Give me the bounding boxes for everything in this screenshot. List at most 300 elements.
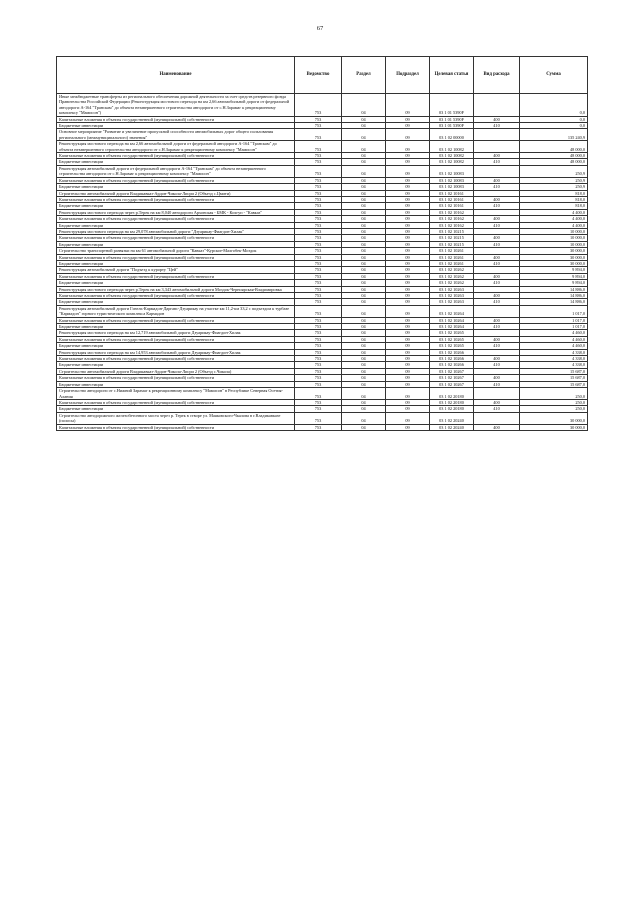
- cell-ved: 753: [295, 254, 342, 260]
- cell-cs: 03 1 02 10263: [430, 293, 474, 299]
- cell-name: Реконструкция автомобильной дороги "Подъезд к курорту "Цей": [57, 267, 295, 273]
- cell-podrazdel: 09: [386, 381, 430, 387]
- cell-razdel: 04: [342, 349, 386, 355]
- cell-podrazdel: 09: [386, 273, 430, 279]
- page-number: 67: [316, 25, 324, 32]
- cell-cs: 03 1 02 10267: [430, 368, 474, 374]
- cell-sum: 14 886,0: [520, 293, 588, 299]
- cell-razdel: 04: [342, 129, 386, 141]
- cell-razdel: 04: [342, 241, 386, 247]
- cell-vr: 410: [474, 123, 520, 129]
- cell-cs: 03 1 02 10265: [430, 336, 474, 342]
- cell-razdel: 04: [342, 286, 386, 292]
- cell-ved: 753: [295, 412, 342, 424]
- cell-ved: 753: [295, 356, 342, 362]
- cell-sum: 15 687,0: [520, 375, 588, 381]
- cell-ved: 753: [295, 241, 342, 247]
- cell-cs: 03 1 02 10264: [430, 305, 474, 317]
- cell-razdel: 04: [342, 356, 386, 362]
- cell-vr: 410: [474, 299, 520, 305]
- cell-razdel: 04: [342, 184, 386, 190]
- cell-name: Капитальные вложения в объекты государственной (муниципальной) собственности: [57, 216, 295, 222]
- cell-name: Капитальные вложения в объекты государственной (муниципальной) собственности: [57, 235, 295, 241]
- cell-cs: 03 1 02 10261: [430, 260, 474, 266]
- table-row: [57, 305, 588, 317]
- cell-cs: 03 1 02 10266: [430, 356, 474, 362]
- cell-sum: 48 000,0: [520, 153, 588, 159]
- cell-podrazdel: 09: [386, 260, 430, 266]
- cell-sum: 30 000,0: [520, 248, 588, 254]
- cell-razdel: 04: [342, 336, 386, 342]
- cell-cs: 03 1 02 10262: [430, 267, 474, 273]
- cell-vr: 400: [474, 235, 520, 241]
- cell-name: Капитальные вложения в объекты государственной (муниципальной) собственности: [57, 116, 295, 122]
- cell-sum: 4 400,0: [520, 209, 588, 215]
- cell-ved: 753: [295, 317, 342, 323]
- cell-razdel: 04: [342, 273, 386, 279]
- cell-cs: 03 1 02 20180: [430, 388, 474, 400]
- cell-sum: 4 338,0: [520, 356, 588, 362]
- cell-podrazdel: 09: [386, 184, 430, 190]
- cell-name: Капитальные вложения в объекты государственной (муниципальной) собственности: [57, 254, 295, 260]
- cell-sum: 4 400,0: [520, 216, 588, 222]
- cell-razdel: 04: [342, 381, 386, 387]
- cell-ved: 753: [295, 94, 342, 117]
- cell-sum: 0,0: [520, 94, 588, 117]
- cell-cs: 03 1 02 10261: [430, 248, 474, 254]
- cell-podrazdel: 09: [386, 159, 430, 165]
- header-expense-type: Вид расхода: [474, 57, 520, 94]
- cell-name: Реконструкция мостового перехода на км 29,078 автомобильной дороги "Дзуарикау-Фиагдон-Хилак": [57, 228, 295, 234]
- cell-vr: 410: [474, 203, 520, 209]
- cell-vr: 410: [474, 343, 520, 349]
- cell-sum: 250,9: [520, 165, 588, 177]
- cell-vr: 400: [474, 216, 520, 222]
- cell-sum: 4 338,0: [520, 349, 588, 355]
- cell-razdel: 04: [342, 305, 386, 317]
- cell-razdel: 04: [342, 222, 386, 228]
- cell-vr: [474, 412, 520, 424]
- cell-name: Капитальные вложения в объекты государственной (муниципальной) собственности: [57, 177, 295, 183]
- cell-sum: 4 338,0: [520, 362, 588, 368]
- cell-cs: 03 1 02 10083: [430, 165, 474, 177]
- cell-cs: 03 1 02 20240: [430, 424, 474, 430]
- cell-vr: 410: [474, 222, 520, 228]
- cell-sum: 4 460,0: [520, 343, 588, 349]
- cell-ved: 753: [295, 184, 342, 190]
- cell-name: Строительство транспортной развязки на км 61 автомобильной дороги "Кавказ"-Курское-Малгобек-Моздок: [57, 248, 295, 254]
- cell-name: Капитальные вложения в объекты государственной (муниципальной) собственности: [57, 293, 295, 299]
- cell-razdel: 04: [342, 299, 386, 305]
- cell-cs: 03 1 02 10267: [430, 381, 474, 387]
- cell-sum: 15 687,0: [520, 368, 588, 374]
- cell-vr: 400: [474, 177, 520, 183]
- cell-vr: 410: [474, 260, 520, 266]
- cell-vr: [474, 94, 520, 117]
- cell-podrazdel: 09: [386, 123, 430, 129]
- cell-ved: 753: [295, 177, 342, 183]
- cell-podrazdel: 09: [386, 190, 430, 196]
- cell-name: Бюджетные инвестиции: [57, 260, 295, 266]
- cell-razdel: 04: [342, 216, 386, 222]
- cell-razdel: 04: [342, 267, 386, 273]
- cell-cs: 03 1 02 10261: [430, 254, 474, 260]
- cell-name: Реконструкция автомобильной дороги Гизель-Кармадон-Даргавс-Дзуарикау на участке км 11,2-км 33,2 с подъездом к турбазе "Кармадон" горного туристического комплекса Кармадон: [57, 305, 295, 317]
- cell-vr: 400: [474, 196, 520, 202]
- cell-cs: 03 1 02 10162: [430, 216, 474, 222]
- cell-podrazdel: 09: [386, 299, 430, 305]
- cell-ved: 753: [295, 216, 342, 222]
- cell-name: Бюджетные инвестиции: [57, 381, 295, 387]
- cell-cs: 03 1 02 20180: [430, 399, 474, 405]
- cell-ved: 753: [295, 280, 342, 286]
- cell-cs: 03 1 02 10161: [430, 203, 474, 209]
- cell-sum: 14 886,0: [520, 299, 588, 305]
- cell-cs: 03 1 02 10262: [430, 280, 474, 286]
- cell-name: Реконструкция мостового перехода на км 14,953 автомобильной дороги Дзуарикау-Фиагдон-Хилак: [57, 349, 295, 355]
- cell-razdel: 04: [342, 123, 386, 129]
- cell-sum: 250,0: [520, 388, 588, 400]
- cell-ved: 753: [295, 190, 342, 196]
- cell-podrazdel: 09: [386, 141, 430, 153]
- table-row: [57, 141, 588, 153]
- cell-razdel: 04: [342, 228, 386, 234]
- cell-ved: 753: [295, 381, 342, 387]
- cell-podrazdel: 09: [386, 248, 430, 254]
- cell-ved: 753: [295, 424, 342, 430]
- table-row: [57, 412, 588, 424]
- cell-razdel: 04: [342, 330, 386, 336]
- cell-cs: 03 1 02 10162: [430, 209, 474, 215]
- cell-vr: 410: [474, 406, 520, 412]
- table-row: [57, 388, 588, 400]
- cell-razdel: 04: [342, 399, 386, 405]
- cell-cs: 03 1 02 10267: [430, 375, 474, 381]
- cell-cs: 03 1 02 10262: [430, 273, 474, 279]
- cell-sum: 48 000,0: [520, 141, 588, 153]
- cell-vr: 410: [474, 381, 520, 387]
- cell-vr: 410: [474, 241, 520, 247]
- cell-podrazdel: 09: [386, 228, 430, 234]
- cell-vr: 410: [474, 324, 520, 330]
- cell-sum: 4 400,0: [520, 222, 588, 228]
- header-sum: Сумма: [520, 57, 588, 94]
- cell-podrazdel: 09: [386, 153, 430, 159]
- cell-name: Бюджетные инвестиции: [57, 222, 295, 228]
- cell-cs: 03 1 02 10162: [430, 222, 474, 228]
- cell-razdel: 04: [342, 165, 386, 177]
- cell-podrazdel: 09: [386, 94, 430, 117]
- cell-podrazdel: 09: [386, 203, 430, 209]
- cell-cs: 03 1 02 10161: [430, 190, 474, 196]
- cell-vr: 410: [474, 280, 520, 286]
- cell-vr: [474, 165, 520, 177]
- cell-sum: 10 000,0: [520, 228, 588, 234]
- cell-ved: 753: [295, 129, 342, 141]
- cell-vr: 400: [474, 254, 520, 260]
- cell-sum: 1 017,0: [520, 324, 588, 330]
- cell-cs: 03 1 02 10215: [430, 228, 474, 234]
- cell-razdel: 04: [342, 388, 386, 400]
- cell-podrazdel: 09: [386, 241, 430, 247]
- cell-podrazdel: 09: [386, 349, 430, 355]
- cell-ved: 753: [295, 399, 342, 405]
- cell-name: Бюджетные инвестиции: [57, 362, 295, 368]
- cell-ved: 753: [295, 343, 342, 349]
- cell-name: Бюджетные инвестиции: [57, 324, 295, 330]
- cell-ved: 753: [295, 305, 342, 317]
- cell-sum: 30 000,0: [520, 254, 588, 260]
- cell-vr: [474, 129, 520, 141]
- cell-name: Иные межбюджетные трансферты из регионального обеспечения дорожной деятельности за счет средств резервного фонда Правительства Российской Федерации (Реконструкция мостового перехода на км 2,66 автомобильной дороги от федеральной автодороги А-164 "Транскам" до объекта незавершенного строительства автодороги от с.Н.Зарамаг к рекреационному комплексу "Мамисон"): [57, 94, 295, 117]
- cell-cs: 03 1 01 5390F: [430, 116, 474, 122]
- cell-sum: 250,9: [520, 184, 588, 190]
- cell-name: Капитальные вложения в объекты государственной (муниципальной) собственности: [57, 356, 295, 362]
- cell-razdel: 04: [342, 141, 386, 153]
- table-row: [57, 129, 588, 141]
- cell-podrazdel: 09: [386, 375, 430, 381]
- cell-cs: 03 1 02 10266: [430, 349, 474, 355]
- cell-podrazdel: 09: [386, 343, 430, 349]
- cell-ved: 753: [295, 349, 342, 355]
- cell-ved: 753: [295, 116, 342, 122]
- cell-name: Бюджетные инвестиции: [57, 159, 295, 165]
- cell-ved: 753: [295, 123, 342, 129]
- budget-table: [56, 56, 588, 431]
- cell-vr: 400: [474, 424, 520, 430]
- header-ved: Ведомство: [295, 57, 342, 94]
- cell-ved: 753: [295, 330, 342, 336]
- cell-podrazdel: 09: [386, 412, 430, 424]
- cell-razdel: 04: [342, 254, 386, 260]
- cell-podrazdel: 09: [386, 222, 430, 228]
- cell-vr: 400: [474, 356, 520, 362]
- cell-podrazdel: 09: [386, 362, 430, 368]
- cell-podrazdel: 09: [386, 254, 430, 260]
- cell-ved: 753: [295, 228, 342, 234]
- cell-razdel: 04: [342, 116, 386, 122]
- cell-ved: 753: [295, 159, 342, 165]
- table-row: [57, 165, 588, 177]
- cell-ved: 753: [295, 153, 342, 159]
- cell-sum: 15 687,0: [520, 381, 588, 387]
- cell-name: Бюджетные инвестиции: [57, 280, 295, 286]
- cell-podrazdel: 09: [386, 267, 430, 273]
- cell-razdel: 04: [342, 375, 386, 381]
- cell-razdel: 04: [342, 368, 386, 374]
- cell-razdel: 04: [342, 153, 386, 159]
- cell-vr: 400: [474, 273, 520, 279]
- cell-podrazdel: 09: [386, 356, 430, 362]
- cell-cs: 03 1 02 10083: [430, 184, 474, 190]
- cell-ved: 753: [295, 273, 342, 279]
- cell-ved: 753: [295, 165, 342, 177]
- cell-name: Реконструкция мостового перехода через р.Терек на км 8,040 автодороги Архонская - БМК - Кохгуп - "Кавказ": [57, 209, 295, 215]
- cell-ved: 753: [295, 388, 342, 400]
- cell-name: Бюджетные инвестиции: [57, 299, 295, 305]
- cell-razdel: 04: [342, 209, 386, 215]
- cell-razdel: 04: [342, 406, 386, 412]
- cell-ved: 753: [295, 324, 342, 330]
- cell-ved: 753: [295, 267, 342, 273]
- cell-name: Капитальные вложения в объекты государственной (муниципальной) собственности: [57, 317, 295, 323]
- header-razdel: Раздел: [342, 57, 386, 94]
- cell-podrazdel: 09: [386, 209, 430, 215]
- cell-cs: 03 1 02 20240: [430, 412, 474, 424]
- cell-vr: 410: [474, 159, 520, 165]
- cell-sum: 250,0: [520, 399, 588, 405]
- cell-podrazdel: 09: [386, 177, 430, 183]
- cell-ved: 753: [295, 375, 342, 381]
- cell-podrazdel: 09: [386, 286, 430, 292]
- cell-ved: 753: [295, 406, 342, 412]
- cell-cs: 03 1 02 10265: [430, 343, 474, 349]
- cell-podrazdel: 09: [386, 388, 430, 400]
- cell-podrazdel: 09: [386, 196, 430, 202]
- cell-vr: 400: [474, 153, 520, 159]
- cell-podrazdel: 09: [386, 216, 430, 222]
- cell-name: Реконструкция мостового перехода на км 2,66 автомобильной дороги от федеральной автодороги А-164 "Транскам" до объекта незавершенного строительства автодороги от с.Н.Зарамаг к рекреационному комплексу "Мамисон": [57, 141, 295, 153]
- cell-podrazdel: 09: [386, 280, 430, 286]
- cell-name: Строительство автомобильной дороги Владикавказ-Ардон-Чикола-Лисри 2 (Объезд с.Чикола): [57, 368, 295, 374]
- cell-podrazdel: 09: [386, 305, 430, 317]
- cell-razdel: 04: [342, 362, 386, 368]
- cell-vr: [474, 141, 520, 153]
- cell-podrazdel: 09: [386, 406, 430, 412]
- cell-name: Капитальные вложения в объекты государственной (муниципальной) собственности: [57, 196, 295, 202]
- cell-podrazdel: 09: [386, 368, 430, 374]
- cell-name: Бюджетные инвестиции: [57, 241, 295, 247]
- cell-ved: 753: [295, 196, 342, 202]
- cell-sum: 0,0: [520, 123, 588, 129]
- cell-name: Реконструкция автомобильной дороги от федеральной автодороги А-164 "Транскам" до объекта незавершенного строительства автодороги от с.Н.Зарамаг к рекреационному комплексу "Мамисон": [57, 165, 295, 177]
- cell-cs: 03 1 02 10082: [430, 141, 474, 153]
- cell-razdel: 04: [342, 235, 386, 241]
- cell-ved: 753: [295, 362, 342, 368]
- cell-podrazdel: 09: [386, 324, 430, 330]
- cell-cs: 03 1 01 5390F: [430, 94, 474, 117]
- cell-podrazdel: 09: [386, 399, 430, 405]
- cell-razdel: 04: [342, 190, 386, 196]
- cell-sum: 250,0: [520, 406, 588, 412]
- cell-razdel: 04: [342, 280, 386, 286]
- cell-name: Капитальные вложения в объекты государственной (муниципальной) собственности: [57, 153, 295, 159]
- cell-ved: 753: [295, 222, 342, 228]
- cell-ved: 753: [295, 141, 342, 153]
- cell-razdel: 04: [342, 159, 386, 165]
- cell-vr: 400: [474, 336, 520, 342]
- cell-name: Бюджетные инвестиции: [57, 406, 295, 412]
- cell-ved: 753: [295, 336, 342, 342]
- cell-razdel: 04: [342, 177, 386, 183]
- cell-sum: 48 000,0: [520, 159, 588, 165]
- cell-cs: 03 1 02 10263: [430, 299, 474, 305]
- cell-sum: 4 460,0: [520, 336, 588, 342]
- table-row: [57, 424, 588, 430]
- cell-razdel: 04: [342, 94, 386, 117]
- cell-podrazdel: 09: [386, 317, 430, 323]
- cell-cs: 03 1 02 10215: [430, 241, 474, 247]
- table-row: [57, 94, 588, 117]
- cell-ved: 753: [295, 286, 342, 292]
- cell-vr: 400: [474, 317, 520, 323]
- cell-sum: 0,0: [520, 116, 588, 122]
- cell-sum: 30 000,0: [520, 424, 588, 430]
- cell-cs: 03 1 02 10264: [430, 324, 474, 330]
- cell-sum: 135 240,9: [520, 129, 588, 141]
- cell-podrazdel: 09: [386, 116, 430, 122]
- cell-cs: 03 1 01 5390F: [430, 123, 474, 129]
- cell-vr: [474, 305, 520, 317]
- cell-sum: 30 000,0: [520, 412, 588, 424]
- cell-sum: 1 017,0: [520, 317, 588, 323]
- cell-sum: 9 894,0: [520, 280, 588, 286]
- cell-podrazdel: 09: [386, 129, 430, 141]
- cell-sum: 818,0: [520, 190, 588, 196]
- cell-name: Реконструкция мостового перехода через р.Терек на км 3,343 автомобильной дороги Моздок-Черноярская-Владимировка: [57, 286, 295, 292]
- cell-ved: 753: [295, 235, 342, 241]
- cell-sum: 30 000,0: [520, 260, 588, 266]
- cell-vr: 400: [474, 293, 520, 299]
- cell-podrazdel: 09: [386, 424, 430, 430]
- cell-razdel: 04: [342, 260, 386, 266]
- cell-name: Основное мероприятие "Развитие и увеличение пропускной способности автомобильных дорог общего пользования регионального (межмуниципального) значения": [57, 129, 295, 141]
- cell-sum: 10 000,0: [520, 235, 588, 241]
- cell-cs: 03 1 02 00000: [430, 129, 474, 141]
- cell-podrazdel: 09: [386, 336, 430, 342]
- cell-sum: 10 000,0: [520, 241, 588, 247]
- cell-razdel: 04: [342, 424, 386, 430]
- cell-cs: 03 1 02 10266: [430, 362, 474, 368]
- cell-vr: 400: [474, 116, 520, 122]
- cell-cs: 03 1 02 10161: [430, 196, 474, 202]
- cell-podrazdel: 09: [386, 293, 430, 299]
- cell-cs: 03 1 02 10082: [430, 159, 474, 165]
- cell-name: Реконструкция мостового перехода на км 12,719 автомобильной дороги Дзуарикау-Фиагдон-Хилак: [57, 330, 295, 336]
- cell-razdel: 04: [342, 293, 386, 299]
- table-body: [57, 94, 588, 431]
- cell-name: Строительство автодорожного железобетонного моста через р. Терек в створе ул. Маяковского-Чкалова в г.Владикавказе (полосы): [57, 412, 295, 424]
- cell-name: Капитальные вложения в объекты государственной (муниципальной) собственности: [57, 273, 295, 279]
- cell-razdel: 04: [342, 324, 386, 330]
- cell-sum: 4 460,0: [520, 330, 588, 336]
- header-name: Наименование: [57, 57, 295, 94]
- cell-razdel: 04: [342, 412, 386, 424]
- cell-ved: 753: [295, 203, 342, 209]
- cell-razdel: 04: [342, 203, 386, 209]
- cell-vr: [474, 388, 520, 400]
- cell-ved: 753: [295, 368, 342, 374]
- cell-podrazdel: 09: [386, 165, 430, 177]
- cell-cs: 03 1 02 10083: [430, 177, 474, 183]
- cell-vr: 400: [474, 375, 520, 381]
- cell-razdel: 04: [342, 343, 386, 349]
- cell-sum: 9 894,0: [520, 267, 588, 273]
- cell-podrazdel: 09: [386, 235, 430, 241]
- cell-name: Капитальные вложения в объекты государственной (муниципальной) собственности: [57, 336, 295, 342]
- cell-name: Строительство автомобильной дороги Владикавказ-Ардон-Чикола-Лисри 2 (Объезд с.Цмити): [57, 190, 295, 196]
- cell-razdel: 04: [342, 248, 386, 254]
- cell-sum: 818,0: [520, 203, 588, 209]
- cell-cs: 03 1 02 10263: [430, 286, 474, 292]
- cell-vr: 400: [474, 399, 520, 405]
- cell-cs: 03 1 02 10265: [430, 330, 474, 336]
- cell-name: Капитальные вложения в объекты государственной (муниципальной) собственности: [57, 375, 295, 381]
- cell-sum: 818,0: [520, 196, 588, 202]
- cell-ved: 753: [295, 299, 342, 305]
- cell-podrazdel: 09: [386, 330, 430, 336]
- cell-name: Капитальные вложения в объекты государственной (муниципальной) собственности: [57, 424, 295, 430]
